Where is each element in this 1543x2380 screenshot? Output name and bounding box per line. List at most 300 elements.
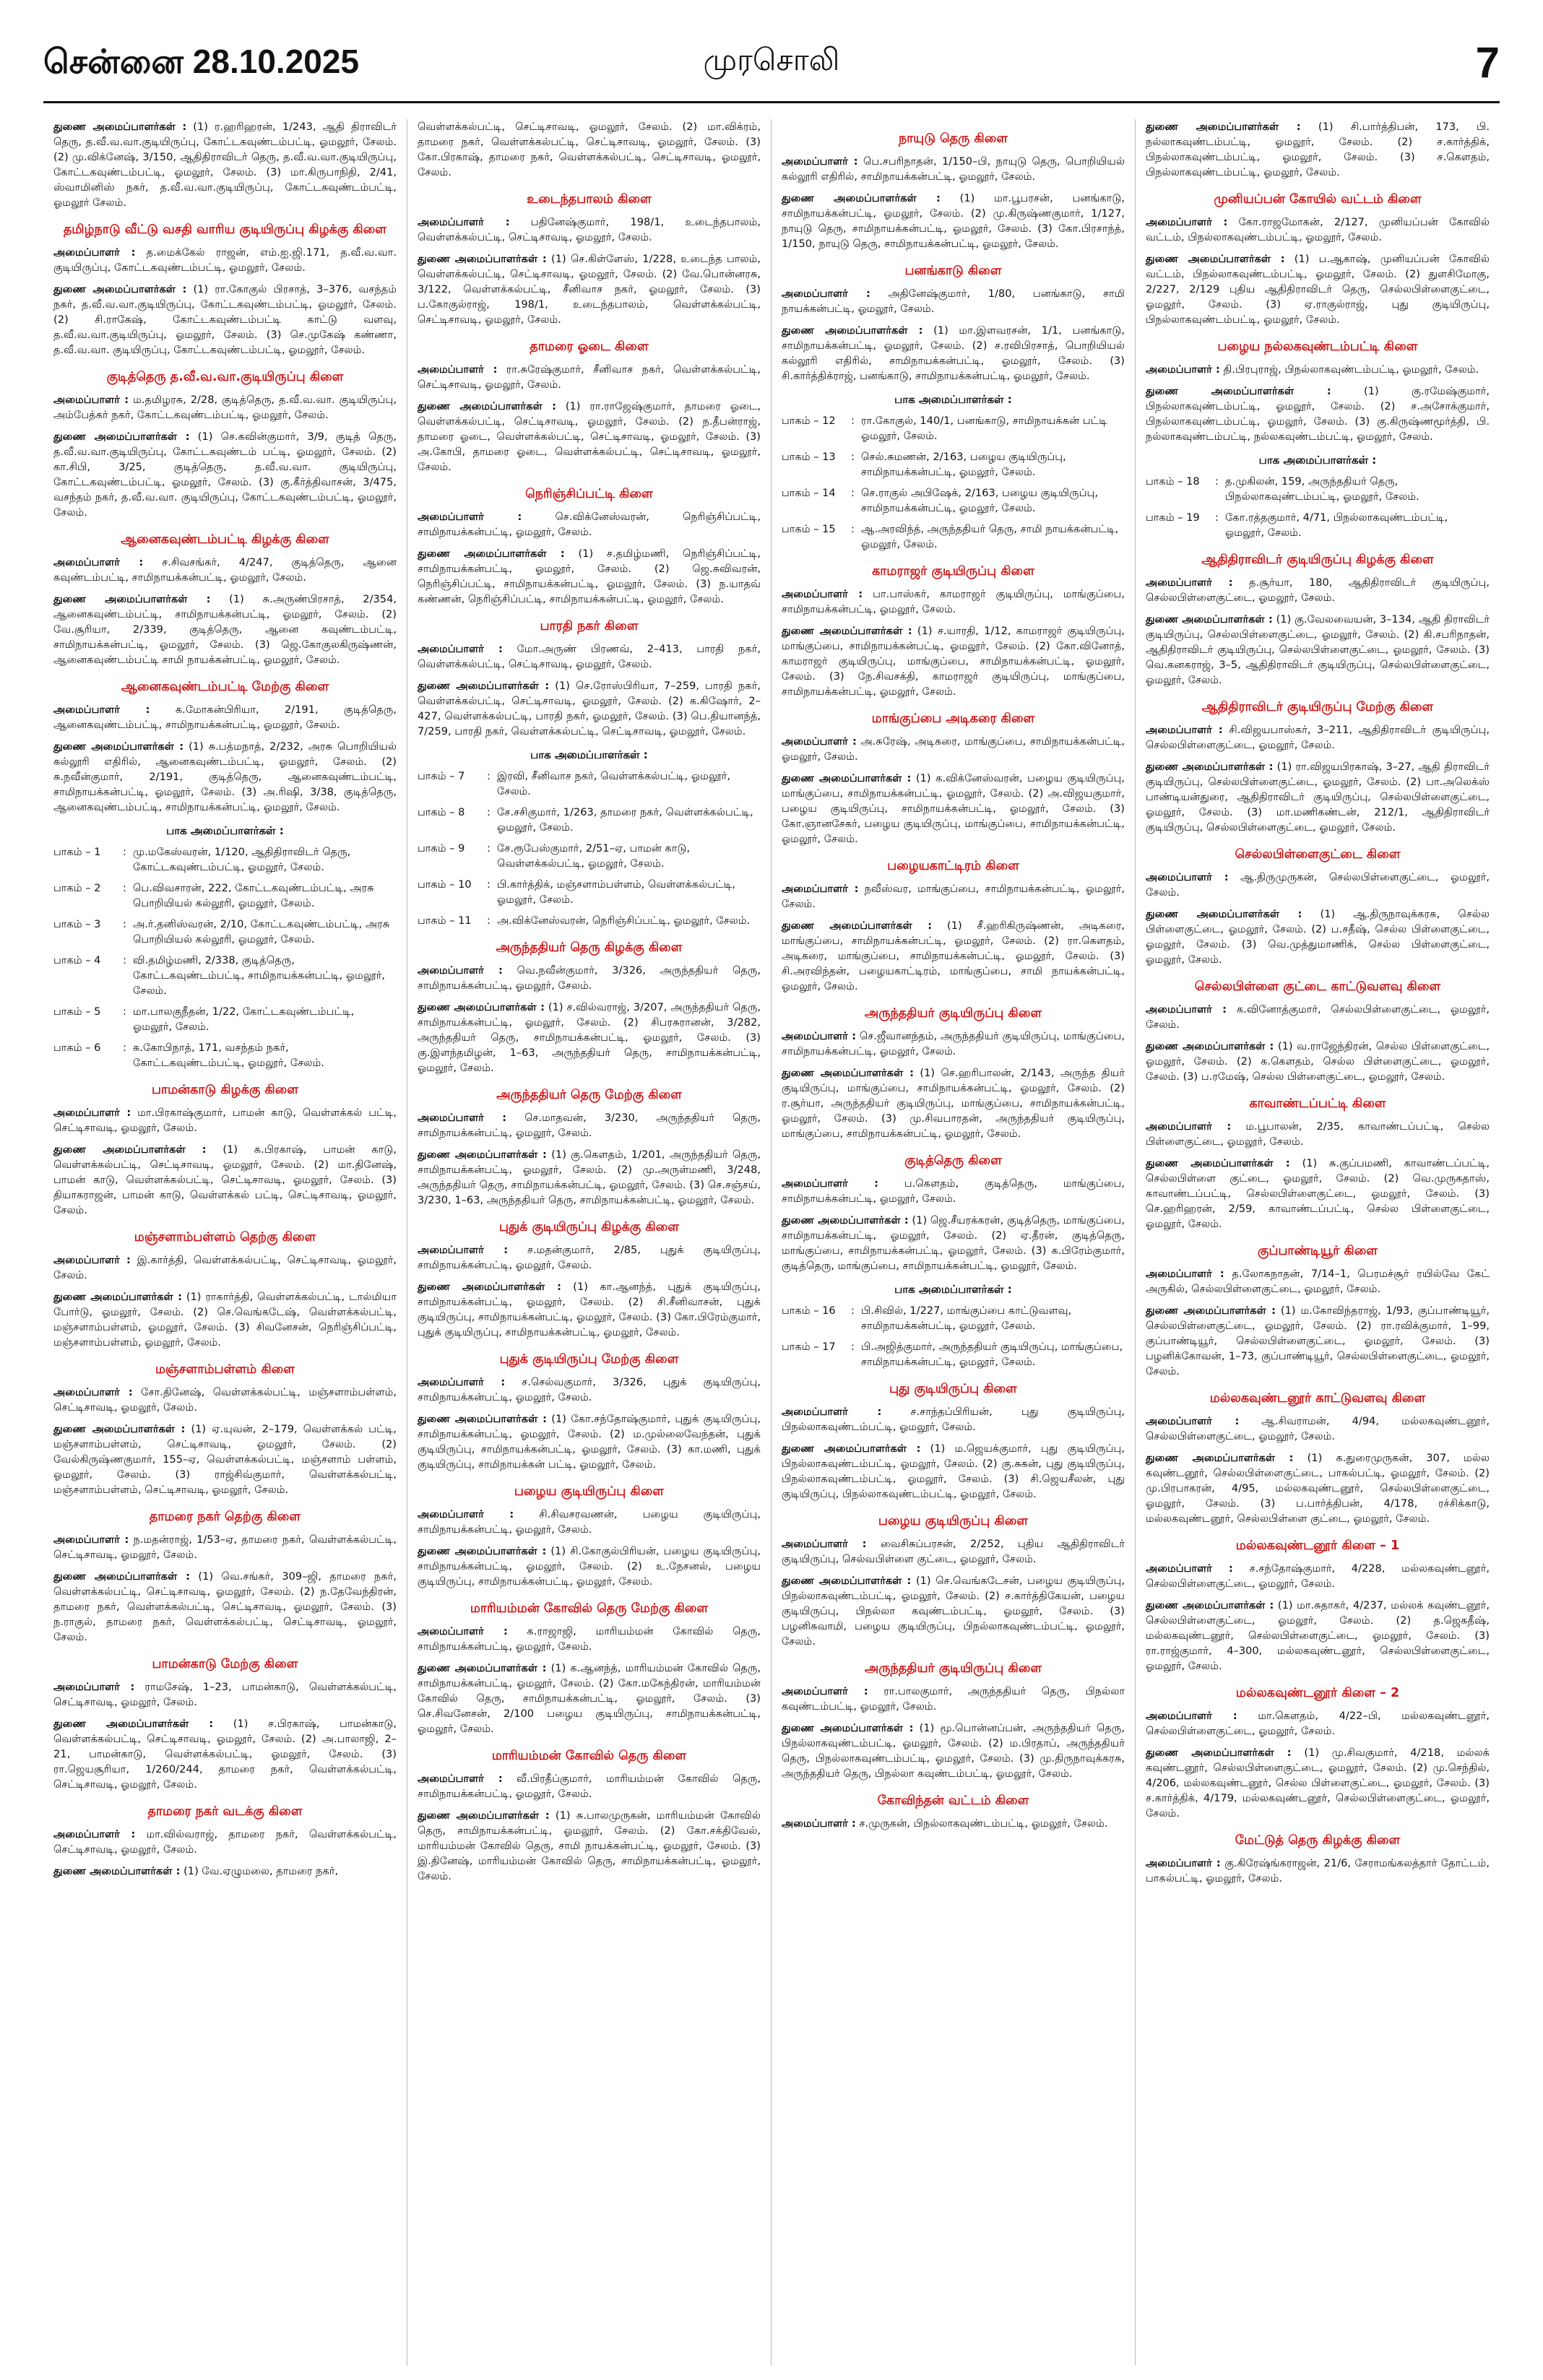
part-organizers-heading: பாக அமைப்பாளர்கள் : <box>894 1283 1012 1296</box>
part-row <box>418 769 761 799</box>
entry-text: (1) கு.கௌதம், 1/201, அருந்ததியர் தெரு, சாமிநாயக்கன்பட்டி, ஓமலூர், சேலம். (2) மு.அருள்மணி, 3/248, அருந்ததியர் தெரு, சாமிநாயக்கன்பட்டி, ஓமலூர், சேலம். (3) செ.சஞ்சய், 3/230, 1–63, அருந்ததியர் தெரு, சாமிநாயக்கன்பட்டி, ஓமலூர், சேலம். <box>418 1148 761 1206</box>
part-organizers-heading: பாக அமைப்பாளர்கள் : <box>530 748 648 761</box>
branch-heading: பாமன்காடு கிழக்கு கிளை <box>151 1083 299 1097</box>
entry-text: (1) க.ஆனந்த், மாரியம்மன் கோவில் தெரு, சாமிநாயக்கன்பட்டி, ஓமலூர், சேலம். (2) கோ.மகேந்திரன், மாரியம்மன் கோவில் தெரு, சாமிநாயக்கன்பட்டி, ஓமலூர், சேலம். (3) செ.சிவனேசன், 2/100 பழைய குடியிருப்பு, சாமிநாயக்கன்பட்டி, ஓமலூர், சேலம். <box>418 1662 761 1735</box>
branch-heading: மஞ்சளாம்பள்ளம் தெற்கு கிளை <box>134 1230 316 1245</box>
organizer-entry <box>418 509 761 540</box>
entry-text: (1) சு.அருண்பிரசாத், 2/354, ஆனைகவுண்டம்பட்டி, சாமிநாயக்கன்பட்டி, ஓமலூர், சேலம். (2) வே.சூரியா, 2/339, குடித்தெரு, ஆனை கவுண்டம்பட்டி, சாமிநாயக்கன்பட்டி, ஓமலூர், சேலம். (3) ஜெ.கோகுலகிருஷ்ணன், ஆனைகவுண்டம்பட்டி சாமி நாயக்கன்பட்டி, ஓமலூர், சேலம். <box>53 593 397 666</box>
entry-text: செ.ஜீவானந்தம், அருந்ததியர் குடியிருப்பு, மாங்குப்பை, சாமிநாயக்கன்பட்டி, ஓமலூர், சேலம். <box>782 1030 1125 1057</box>
organizer-entry <box>782 1404 1125 1435</box>
branch-heading: மஞ்சளாம்பள்ளம் கிளை <box>155 1362 295 1377</box>
entry-label: அமைப்பாளர் : <box>53 704 150 716</box>
entry-label: துணை அமைப்பாளர்கள் : <box>418 1545 547 1557</box>
organizer-entry <box>418 1771 761 1801</box>
deputy-organizers-entry <box>782 623 1125 699</box>
part-number: பாகம் – 4 <box>53 954 101 966</box>
part-text: மு.மகேஸ்வரன், 1/120, ஆதிதிராவிடர் தெரு, கோட்டகவுண்டம்பட்டி, ஓமலூர், சேலம். <box>133 846 351 873</box>
entry-text: ச.மதன்குமார், 2/85, புதுக் குடியிருப்பு, சாமிநாயக்கன்பட்டி, ஓமலூர், சேலம். <box>418 1244 761 1271</box>
part-row <box>1146 474 1490 504</box>
branch-heading: மாங்குப்பை அடிகரை கிளை <box>871 711 1035 726</box>
part-colon: : <box>487 806 490 818</box>
entry-label: அமைப்பாளர் : <box>53 394 129 406</box>
entry-text: (1) ச.யாரதி, 1/12, காமராஜர் குடியிருப்பு, மாங்குப்பை, சாமிநாயக்கன்பட்டி, ஓமலூர், சேலம். (2) கோ.வினோத், காமராஜர் குடியிருப்பு, மாங்குப்பை, சாமிநாயக்கன்பட்டி, ஓமலூர், சேலம். (3) நே.சிவசக்தி, காமராஜர் குடியிருப்பு, மாங்குப்பை, சாமிநாயக்கன்பட்டி, ஓமலூர், சேலம். <box>782 625 1125 698</box>
entry-label: அமைப்பாளர் : <box>782 1177 879 1190</box>
entry-label: அமைப்பாளர் : <box>782 588 863 600</box>
deputy-organizers-entry <box>418 1000 761 1076</box>
entry-text: கு.கிரேஷ்ங்கராஜன், 21/6, சேராமங்கலத்தார் தோட்டம், பாகல்பட்டி, ஓமலூர், சேலம். <box>1146 1857 1490 1884</box>
deputy-organizers-entry <box>782 1573 1125 1649</box>
entry-text: த.லோகநாதன், 7/14–1, பெரமச்சூர் ரயில்வே கேட் அருகில், செல்லபிள்ளைகுட்டை, ஓமலூர், சேலம். <box>1146 1268 1490 1295</box>
entry-label: துணை அமைப்பாளர்கள் : <box>418 1148 547 1161</box>
part-text: பெ.விவசாரன், 222, கோட்டகவுண்டம்பட்டி, அரசு பொறியியல் கல்லூரி, ஓமலூர், சேலம். <box>133 882 374 909</box>
branch-heading: முனியப்பன் கோயில் வட்டம் கிளை <box>1214 192 1422 207</box>
entry-text: (1) ஏ.யுவன், 2–179, வெள்ளக்கல் பட்டி, மஞ்சளாம்பள்ளம், செட்டிசாவடி, ஓமலூர், சேலம். (2) வேல்கிருஷ்ணகுமார், 155–ஏ, வெள்ளக்கல்பட்டி, மஞ்சளாம் பள்ளம், ஓமலூர், சேலம். (3) ராஜ்சிவ்குமார், வெள்ளக்கல்பட்டி, மஞ்சளாம்பள்ளம், செட்டிசாவடி, ஓமலூர், சேலம். <box>53 1423 397 1496</box>
entry-label: துணை அமைப்பாளர்கள் : <box>1146 1304 1276 1317</box>
entry-text: கோ.ராஜமோகன், 2/127, முனியப்பன் கோவில் வட்டம், பிநல்லாகவுண்டம்பட்டி, ஓமலூர், சேலம். <box>1146 216 1490 243</box>
part-colon: : <box>123 1005 126 1018</box>
branch-heading: பழைய குடியிருப்பு கிளை <box>514 1484 665 1499</box>
entry-text: (1) ஆ.திருநாவுக்கரசு, செல்ல பிள்ளைகுட்டை, ஓமலூர், சேலம். (2) ப.சதீஷ், செல்ல பிள்ளைகுட்டை, ஓமலூர், சேலம். (3) வெ.முத்துமாணிக், செல்ல பிள்ளைகுட்டை, ஓமலூர், சேலம். <box>1146 908 1490 966</box>
part-colon: : <box>851 1341 855 1353</box>
organizer-entry <box>418 1242 761 1273</box>
organizer-entry <box>418 963 761 993</box>
organizer-entry <box>53 1105 397 1135</box>
branch-heading: நெரிஞ்சிப்பட்டி கிளை <box>525 487 653 501</box>
part-colon: : <box>1215 511 1219 524</box>
branch-heading: மாரியம்மன் கோவில் தெரு மேற்கு கிளை <box>470 1601 709 1616</box>
deputy-organizers-entry <box>53 592 397 667</box>
entry-text: (1) சு.பாலமுருகன், மாரியம்மன் கோவில் தெரு, சாமிநாயக்கன்பட்டி, ஓமலூர், சேலம். (2) கோ.சக்திவேல், மாரியம்மன் கோவில் தெரு, சாமி நாயக்கன்பட்டி, ஓமலூர், சேலம். (3) இ.தினேஷ், மாரியம்மன் கோவில் தெரு, சாமிநாயக்கன்பட்டி, ஓமலூர், சேலம். <box>418 1809 761 1882</box>
entry-text: அ.சுரேஷ், அடிகரை, மாங்குப்பை, சாமிநாயக்கன்பட்டி, ஓமலூர், சேலம். <box>782 735 1125 763</box>
entry-text: (1) கோ.சந்தோஷ்குமார், புதுக் குடியிருப்பு, சாமிநாயக்கன்பட்டி, ஓமலூர், சேலம். (2) ம.முல்லைவேந்தன், புதுக் குடியிருப்பு, சாமிநாயக்கன்பட்டி, ஓமலூர், சேலம். (3) கா.மணி, புதுக் குடியிருப்பு, சாமிநாயக்கன் பட்டி, ஓமலூர், சேலம். <box>418 1413 761 1471</box>
organizer-entry <box>782 154 1125 184</box>
entry-text: (1) ம.ஜெயக்குமார், புது குடியிருப்பு, பிநல்லாகவுண்டம்பட்டி, ஓமலூர், சேலம். (2) கு.சுகன், புது குடியிருப்பு, பிநல்லாகவுண்டம்பட்டி, ஓமலூர், சேலம். (3) சி.ஜெயசீலன், புது குடியிருப்பு, பிநல்லாகவுண்டம்பட்டி, ஓமலூர், சேலம். <box>782 1442 1125 1500</box>
entry-text: அதினேஷ்குமார், 1/80, பனங்காடு, சாமி நாயக்கன்பட்டி, ஓமலூர், சேலம். <box>782 287 1125 315</box>
entry-label: அமைப்பாளர் : <box>1146 576 1233 589</box>
organizer-entry <box>53 1252 397 1283</box>
entry-text: (1) சீ.ஹரிகிருஷ்ணன், அடிகரை, மாங்குப்பை, சாமிநாயக்கன்பட்டி, ஓமலூர், சேலம். (2) ரா.கௌதம், அடிகரை, மாங்குப்பை, சாமிநாயக்கன்பட்டி, ஓமலூர், சேலம். (3) சி.அரவிந்தன், பழையகாட்டிரம், மாங்குப்பை, சாமி நாயக்கன்பட்டி, ஓமலூர், சேலம். <box>782 919 1125 992</box>
entry-label: அமைப்பாளர் : <box>53 1386 133 1398</box>
masthead <box>43 38 1500 92</box>
organizer-entry <box>1146 215 1490 245</box>
entry-text: (1) செ.ஹரிபாலன், 2/143, அருந்த தியர் குடியிருப்பு, மாங்குப்பை, சாமிநாயக்கன்பட்டி, ஓமலூர், சேலம். (2) ர.சூர்யா, அருந்ததியர் குடியிருப்பு, மாங்குப்பை, சாமிநாயக்கன்பட்டி, ஓமலூர், சேலம். (3) மு.சிவபாரதன், அருந்ததியர் குடியிருப்பு, மாங்குப்பை, சாமிநாயக்கன்பட்டி, ஓமலூர், சேலம். <box>782 1067 1125 1140</box>
entry-text: ம.பூபாலன், 2/35, காவாண்டப்பட்டி, செல்ல பிள்ளைகுட்டை, ஓமலூர், சேலம். <box>1146 1120 1490 1148</box>
entry-label: அமைப்பாளர் : <box>782 1406 882 1418</box>
deputy-organizers-entry <box>1146 1450 1490 1526</box>
entry-label: அமைப்பாளர் : <box>782 735 857 748</box>
organizer-entry <box>782 1816 1125 1831</box>
entry-text: (1) ம.கோவிந்தராஜ், 1/93, குப்பாண்டியூர், செல்லபிள்ளைகுட்டை, ஓமலூர், சேலம். (2) ரா.ரவிக்குமார், 1–99, குப்பாண்டியூர், செல்லபிள்ளைகுட்டை, ஓமலூர், சேலம். (3) பழனிக்கோவன், 1–73, குப்பாண்டியூர், செல்லபிள்ளைகுட்டை, ஓமலூர், சேலம். <box>1146 1304 1490 1377</box>
deputy-organizers-entry <box>782 191 1125 251</box>
branch-heading: அருந்ததியர் குடியிருப்பு கிளை <box>864 1006 1042 1021</box>
part-row <box>782 1339 1125 1369</box>
entry-text: ஆ.திருமுருகன், செல்லபிள்ளைகுட்டை, ஓமலூர், சேலம். <box>1146 871 1490 899</box>
entry-text: (1) சு.குப்பமணி, காவாண்டப்பட்டி, செல்லபிள்ளை குட்டை, ஓமலூர், சேலம். (2) வெ.முருகதாஸ், காவாண்டப்பட்டி, செல்லபிள்ளைகுட்டை, ஓமலூர், சேலம். (3) செ.ஹரிஹரன், 2/59, காவாண்டப்பட்டி, செல்ல பிள்ளைகுட்டை, ஓமலூர், சேலம். <box>1146 1157 1490 1230</box>
part-colon: : <box>123 918 126 930</box>
part-number: பாகம் – 13 <box>782 451 836 463</box>
deputy-organizers-entry <box>1146 1156 1490 1232</box>
deputy-organizers-entry <box>53 429 397 520</box>
entry-label: துணை அமைப்பாளர்கள் : <box>1146 761 1274 773</box>
entry-label: துணை அமைப்பாளர்கள் : <box>782 625 912 637</box>
entry-label: அமைப்பாளர் : <box>418 964 503 977</box>
column-1 <box>43 119 407 2366</box>
organizer-entry <box>782 881 1125 912</box>
deputy-organizers-entry <box>53 119 397 210</box>
organizer-entry <box>418 1375 761 1405</box>
entry-text: (1) கா.ஆனந்த், புதுக் குடியிருப்பு, சாமிநாயக்கன்பட்டி, ஓமலூர், சேலம். (2) சி.சீனிவாசன், புதுக் குடியிருப்பு, சாமிநாயக்கன்பட்டி, ஓமலூர், சேலம். (3) கோ.பிரேம்குமார், புதுக் குடியிருப்பு, சாமிநாயக்கன்பட்டி, ஓமலூர், சேலம். <box>418 1281 761 1338</box>
branch-heading: பழையகாட்டிரம் கிளை <box>887 859 1019 873</box>
part-number: பாகம் – 7 <box>418 770 465 782</box>
entry-label: அமைப்பாளர் : <box>53 1681 135 1693</box>
entry-label: அமைப்பாளர் : <box>53 1828 136 1840</box>
part-text: அ.ர்.தனிஸ்வரன், 2/10, கோட்டகவுண்டம்பட்டி, அரசு பொறியியல் கல்லூரி, ஓமலூர், சேலம். <box>133 918 390 945</box>
part-colon: : <box>123 1042 126 1054</box>
entry-label: துணை அமைப்பாளர்கள் : <box>53 1570 190 1583</box>
part-row <box>53 917 397 947</box>
part-row <box>418 877 761 907</box>
header-rule <box>43 101 1500 103</box>
part-colon: : <box>123 954 126 966</box>
entry-text: (1) செ.வெங்கடேசன், பழைய குடியிருப்பு, பிநல்லாகவுண்டம்பட்டி, ஓமலூர், சேலம். (2) ச.கார்த்திகேயன், பழைய குடியிருப்பு, பிநல்லா கவுண்டம்பட்டி, ஓமலூர், சேலம். (3) பழனிசுவாமி, பழைய குடியிருப்பு, பிநல்லாகவுண்டம்பட்டி, ஓமலூர், சேலம். <box>782 1575 1125 1648</box>
part-text: க.கோபிநாத், 171, வசந்தம் நகர், கோட்டகவுண்டம்பட்டி, ஓமலூர், சேலம். <box>133 1042 324 1069</box>
entry-label: அமைப்பாளர் : <box>1146 1120 1232 1133</box>
entry-label: அமைப்பாளர் : <box>782 287 870 300</box>
organizer-entry <box>782 587 1125 617</box>
branch-heading: குப்பாண்டியூர் கிளை <box>1257 1244 1378 1258</box>
article-columns <box>43 119 1500 2366</box>
deputy-organizers-entry <box>418 1147 761 1208</box>
entry-text: (1) ராகார்த்தி, வெள்ளக்கல்பட்டி, டால்மியா போர்டு, ஓமலூர், சேலம். (2) செ.வெங்கடேஷ், வெள்ளக்கல்பட்டி, மஞ்சளாம்பள்ளம், ஓமலூர், சேலம். (3) சிவனேசன், நெரிஞ்சிப்பட்டி, மஞ்சளாம்பள்ளம், ஓமலூர், சேலம். <box>53 1291 397 1349</box>
entry-text: (1) க.துரைமுருகன், 307, மல்ல கவுண்டனூர், செல்லபிள்ளைகுட்டை, பாகல்பட்டி, ஓமலூர், சேலம். (2) மு.பிரபாகரன், 4/95, மல்லகவுண்டனூர், செல்லபிள்ளைகுட்டை, ஓமலூர், சேலம். (3) ப.பார்த்திபன், 4/178, ரச்சிக்காடு, மல்லகவுண்டனூர், செல்லபிள்ளை குட்டை, ஓமலூர், சேலம். <box>1146 1452 1490 1525</box>
deputy-organizers-entry <box>782 1721 1125 1781</box>
entry-label: துணை அமைப்பாளர்கள் : <box>418 548 565 560</box>
entry-text: (1) மு.சிவகுமார், 4/218, மல்லக் கவுண்டனூர், செல்லபிள்ளைகுட்டை, ஓமலூர், சேலம். (2) மு.செந்தில், 4/206, மல்லகவுண்டனூர், செல்ல பிள்ளைகுட்டை, ஓமலூர், சேலம். (3) ச.கார்த்திக், 4/179, மல்லகவுண்டனூர், செல்லபிள்ளைகுட்டை, ஓமலூர், சேலம். <box>1146 1747 1490 1819</box>
entry-label: அமைப்பாளர் : <box>1146 216 1228 228</box>
part-colon: : <box>487 842 490 854</box>
organizer-entry <box>53 555 397 585</box>
organizer-entry <box>418 215 761 245</box>
organizer-entry <box>782 734 1125 764</box>
entry-label: அமைப்பாளர் : <box>1146 1415 1240 1427</box>
entry-label: அமைப்பாளர் : <box>418 511 522 523</box>
deputy-organizers-entry <box>53 1289 397 1350</box>
organizer-entry <box>1146 722 1490 753</box>
entry-label: துணை அமைப்பாளர்கள் : <box>1146 1599 1274 1611</box>
branch-heading: அருந்ததியர் குடியிருப்பு கிளை <box>864 1661 1042 1676</box>
entry-text: த.மைக்கேல் ராஜன், எம்.ஐ.ஜி.171, த.வீ.வ.வா. குடியிருப்பு, கோட்டகவுண்டம்பட்டி, ஓமலூர், சேலம். <box>53 246 397 274</box>
entry-label: துணை அமைப்பாளர்கள் : <box>53 1865 181 1877</box>
entry-text: ச.செல்வகுமார், 3/326, புதுக் குடியிருப்பு, சாமிநாயக்கன்பட்டி, ஓமலூர், சேலம். <box>418 1376 761 1403</box>
entry-text: தி.பிரபுராஜ், பிநல்லாகவுண்டம்பட்டி, ஓமலூர், சேலம். <box>1223 363 1479 376</box>
entry-label: அமைப்பாளர் : <box>53 1107 131 1119</box>
entry-text: (1) வ.ராஜேந்திரன், செல்ல பிள்ளைகுட்டை, ஓமலூர், சேலம். (2) க.கௌதம், செல்ல பிள்ளைகுட்டை, ஓமலூர், சேலம். (3) ப.ரமேஷ், செல்ல பிள்ளைகுட்டை, ஓமலூர், சேலம். <box>1146 1040 1490 1083</box>
deputy-organizers-entry <box>1146 384 1490 444</box>
entry-label: அமைப்பாளர் : <box>1146 1562 1233 1575</box>
organizer-entry <box>782 286 1125 316</box>
column-4 <box>1136 119 1500 2366</box>
entry-text: சி.விஜயபாஸ்கர், 3–211, ஆதிதிராவிடர் குடியிருப்பு, செல்லபிள்ளைகுட்டை, ஓமலூர், சேலம். <box>1146 724 1490 751</box>
entry-label: அமைப்பாளர் : <box>1146 363 1220 376</box>
part-text: இரவி, சீனிவாச நகர், வெள்ளக்கல்பட்டி, ஓமலூர், சேலம். <box>497 770 730 797</box>
part-number: பாகம் – 6 <box>53 1042 101 1054</box>
entry-label: துணை அமைப்பாளர்கள் : <box>53 1291 182 1303</box>
entry-label: துணை அமைப்பாளர்கள் : <box>782 324 923 337</box>
branch-heading: மாரியம்மன் கோவில் தெரு கிளை <box>491 1749 687 1763</box>
branch-heading: பனங்காடு கிளை <box>904 264 1002 278</box>
continued-text <box>418 119 761 180</box>
part-number: பாகம் – 16 <box>782 1304 836 1317</box>
organizer-entry <box>1146 1266 1490 1297</box>
entry-text: (1) ச.தமிழ்மணி, நெரிஞ்சிப்பட்டி, சாமிநாயக்கன்பட்டி, ஓமலூர், சேலம். (2) ஜெ.சுவிவரன், நெரிஞ்சிப்பட்டி, சாமிநாயக்கன்பட்டி, ஓமலூர், சேலம். (3) ந.யாதவ் கண்ணன், நெரிஞ்சிப்பட்டி, சாமிநாயக்கன்பட்டி, ஓமலூர், சேலம். <box>418 548 761 605</box>
entry-text: ராமசேஷ், 1–23, பாமன்காடு, வெள்ளக்கல்பட்டி, செட்டிசாவடி, ஓமலூர், சேலம். <box>53 1681 397 1708</box>
branch-heading: புது குடியிருப்பு கிளை <box>889 1382 1017 1396</box>
deputy-organizers-entry <box>782 771 1125 847</box>
edition-date: சென்னை 28.10.2025 <box>43 43 360 80</box>
entry-label: துணை அமைப்பாளர்கள் : <box>53 430 190 443</box>
deputy-organizers-entry <box>418 251 761 327</box>
entry-label: துணை அமைப்பாளர்கள் : <box>418 1662 547 1674</box>
branch-heading: பாரதி நகர் கிளை <box>540 619 639 633</box>
entry-label: துணை அமைப்பாளர்கள் : <box>418 1001 545 1013</box>
entry-text: (1) ச.வில்வராஜ், 3/207, அருந்ததியர் தெரு, சாமிநாயக்கன்பட்டி, ஓமலூர், சேலம். (2) சிபரசுரானன், 3/282, அருந்ததியர் தெரு, சாமிநாயக்கன்பட்டி, ஓமலூர், சேலம். (3) கு.இளந்தமிழன், 1–63, அருந்ததியர் தெரு, சாமிநாயக்கன்பட்டி, ஓமலூர், சேலம். <box>418 1001 761 1074</box>
part-text: செ.ராகுல் அபிஷேக், 2/163, பழைய குடியிருப்பு, சாமிநாயக்கன்பட்டி, ஓமலூர், சேலம். <box>861 487 1098 514</box>
entry-label: துணை அமைப்பாளர்கள் : <box>782 772 912 784</box>
branch-heading: காமராஜர் குடியிருப்பு கிளை <box>872 564 1034 579</box>
part-row <box>53 1040 397 1070</box>
branch-heading: ஆதிதிராவிடர் குடியிருப்பு கிழக்கு கிளை <box>1201 553 1434 567</box>
part-number: பாகம் – 2 <box>53 882 101 894</box>
entry-text: சோ.தினேஷ், வெள்ளக்கல்பட்டி, மஞ்சளாம்பள்ளம், செட்டிசாவடி, ஓமலூர், சேலம். <box>53 1386 397 1414</box>
branch-heading: பழைய குடியிருப்பு கிளை <box>878 1514 1029 1528</box>
deputy-organizers-entry <box>418 1279 761 1340</box>
branch-heading: பழைய நல்லகவுண்டம்பட்டி கிளை <box>1217 339 1418 354</box>
part-number: பாகம் – 5 <box>53 1005 101 1018</box>
part-text: ரா.கோகுல், 140/1, பனங்காடு, சாமிநாயக்கன் பட்டி ஓமலூர், சேலம். <box>861 415 1107 442</box>
part-row <box>53 844 397 875</box>
deputy-organizers-entry <box>782 1213 1125 1273</box>
part-row <box>782 485 1125 516</box>
organizer-entry <box>1146 1414 1490 1444</box>
entry-label: துணை அமைப்பாளர்கள் : <box>53 1423 186 1435</box>
entry-label: துணை அமைப்பாளர்கள் : <box>53 283 187 295</box>
deputy-organizers-entry <box>1146 1303 1490 1379</box>
deputy-organizers-entry <box>1146 1745 1490 1821</box>
entry-label: அமைப்பாளர் : <box>782 155 858 168</box>
part-colon: : <box>1215 475 1219 488</box>
part-row <box>418 805 761 835</box>
organizer-entry <box>1146 870 1490 900</box>
entry-text: இ.கார்த்தி, வெள்ளக்கல்பட்டி, செட்டிசாவடி, ஓமலூர், சேலம். <box>53 1254 397 1281</box>
part-number: பாகம் – 12 <box>782 415 836 427</box>
entry-text: (1) சி.கோகுல்பிரியன், பழைய குடியிருப்பு, சாமிநாயக்கன்பட்டி, ஓமலூர், சேலம். (2) உ.நேசனல், பழைய குடியிருப்பு, சாமிநாயக்கன்பட்டி, ஓமலூர், சேலம். <box>418 1545 761 1588</box>
deputy-organizers-entry <box>782 1065 1125 1141</box>
part-organizers-heading: பாக அமைப்பாளர்கள் : <box>1258 454 1377 467</box>
entry-label: அமைப்பாளர் : <box>782 883 859 895</box>
entry-text: (1) கு.வேலவையன், 3–134, ஆதி திராவிடர் குடியிருப்பு, செல்லபிள்ளைகுட்டை, ஓமலூர், சேலம். (2) கி.சபரிநாதன், ஆதிதிராவிடர் குடியிருப்பு, செல்லபிள்ளைகுட்டை, ஓமலூர், சேலம். (3) வெ.கனகராஜ், 3–5, ஆதிதிராவிடர் குடியிருப்பு, செல்லபிள்ளைகுட்டை, ஓமலூர், சேலம். <box>1146 613 1490 686</box>
entry-text: ச.சந்தோஷ்குமார், 4/228, மல்லகவுண்டனூர், செல்லபிள்ளைகுட்டை, ஓமலூர், சேலம். <box>1146 1562 1490 1590</box>
entry-text: ச.சிவசங்கர், 4/247, குடித்தெரு, ஆனை கவுண்டம்பட்டி, சாமிநாயக்கன்பட்டி, ஓமலூர், சேலம். <box>53 556 397 584</box>
entry-label: துணை அமைப்பாளர்கள் : <box>418 1809 550 1822</box>
newspaper-name: முரசொலி <box>703 42 840 77</box>
organizer-entry <box>782 1029 1125 1059</box>
part-row <box>418 841 761 871</box>
entry-text: (1) மா.பூபரசன், பனங்காடு, சாமிநாயக்கன்பட்டி, ஓமலூர், சேலம். (2) மு.கிருஷ்ணகுமார், 1/127, நாயுடு தெரு, சாமிநாயக்கன்பட்டி, ஓமலூர், சேலம். (3) கோ.பிரசாந்த், 1/150, நாயுடு தெரு, சாமிநாயக்கன்பட்டி, ஓமலூர், சேலம். <box>782 192 1125 250</box>
part-colon: : <box>487 914 490 927</box>
entry-label: துணை அமைப்பாளர்கள் : <box>418 680 550 692</box>
organizer-entry <box>782 1536 1125 1567</box>
entry-text: த.சூர்யா, 180, ஆதிதிராவிடர் குடியிருப்பு, செல்லபிள்ளைகுட்டை, ஓமலூர், சேலம். <box>1146 576 1490 604</box>
entry-text: மா.பிரகாஷ்குமார், பாமன் காடு, வெள்ளக்கல் பட்டி, செட்டிசாவடி, ஓமலூர், சேலம். <box>53 1107 397 1134</box>
entry-label: துணை அமைப்பாளர்கள் : <box>53 121 187 133</box>
entry-label: துணை அமைப்பாளர்கள் : <box>418 400 556 412</box>
part-text: சே.சசிகுமார், 1/263, தாமரை நகர், வெள்ளக்கல்பட்டி, ஓமலூர், சேலம். <box>497 806 753 834</box>
entry-text: ம.தமிழரசு, 2/28, குடித்தெரு, த.வீ.வ.வா. குடியிருப்பு, அம்பேத்கர் நகர், கோட்டகவுண்டம்பட்டி, ஓமலூர், சேலம். <box>53 394 397 421</box>
entry-text: ச.முருகன், பிநல்லாகவுண்டம்பட்டி, ஓமலூர், சேலம். <box>859 1817 1108 1830</box>
entry-text: (1) செ.ரோஸ்பிரியா, 7–259, பாரதி நகர், வெள்ளக்கல்பட்டி, செட்டிசாவடி, ஓமலூர், சேலம். (2) க.கிஷோர், 2–427, வெள்ளக்கல்பட்டி, பாரதி நகர், ஓமலூர், சேலம். (3) பெ.தியானந்த், 7/259, பாரதி நகர், வெள்ளக்கல்பட்டி, செட்டிசாவடி, ஓமலூர், சேலம். <box>418 680 761 737</box>
organizer-entry <box>1146 362 1490 377</box>
deputy-organizers-entry <box>53 1569 397 1645</box>
entry-text: வெள்ளக்கல்பட்டி, செட்டிசாவடி, ஓமலூர், சேலம். (2) மா.விக்ரம், தாமரை நகர், வெள்ளக்கல்பட்டி, செட்டிசாவடி, ஓமலூர், சேலம். (3) கோ.பிரகாஷ், தாமரை நகர், வெள்ளக்கல்பட்டி, செட்டிசாவடி, ஓமலூர், சேலம். <box>418 121 761 178</box>
part-text: சே.ரூபேஸ்குமார், 2/51–ஏ, பாமன் காடு, வெள்ளக்கல்பட்டி, ஓமலூர், சேலம். <box>497 842 691 870</box>
entry-text: ஆ.சிவராமன், 4/94, மல்லகவுண்டனூர், செல்லபிள்ளைகுட்டை, ஓமலூர், சேலம். <box>1146 1415 1490 1442</box>
entry-text: பா.பாஸ்கர், காமராஜர் குடியிருப்பு, மாங்குப்பை, சாமிநாயக்கன்பட்டி, ஓமலூர், சேலம். <box>782 588 1125 615</box>
entry-label: அமைப்பாளர் : <box>1146 724 1223 736</box>
entry-label: அமைப்பாளர் : <box>1146 1710 1237 1722</box>
entry-text: (1) க.விக்னேஸ்வரன், பழைய குடியிருப்பு, மாங்குப்பை, சாமிநாயக்கன்பட்டி, ஓமலூர், சேலம். (2) அ.விஜயகுமார், பழைய குடியிருப்பு, சாமிநாயக்கன்பட்டி, ஓமலூர், சேலம். (3) கோ.ஞானசேகர், பழைய குடியிருப்பு, மாங்குப்பை, சாமிநாயக்கன்பட்டி, ஓமலூர், சேலம். <box>782 772 1125 845</box>
part-row <box>418 913 761 928</box>
entry-label: துணை அமைப்பாளர்கள் : <box>782 1575 912 1587</box>
branch-heading: ஆதிதிராவிடர் குடியிருப்பு மேற்கு கிளை <box>1201 700 1434 714</box>
entry-text: பதினேஷ்குமார், 198/1, உடைந்தபாலம், வெள்ளக்கல்பட்டி, செட்டிசாவடி, ஓமலூர், சேலம். <box>418 216 761 243</box>
entry-label: அமைப்பாளர் : <box>418 216 510 228</box>
entry-text: ப.கௌதம், குடித்தெரு, மாங்குப்பை, சாமிநாயக்கன்பட்டி, ஓமலூர், சேலம். <box>782 1177 1125 1205</box>
entry-label: அமைப்பாளர் : <box>1146 1268 1224 1280</box>
organizer-entry <box>418 1110 761 1141</box>
part-organizers-heading: பாக அமைப்பாளர்கள் : <box>166 824 284 837</box>
entry-text: (1) மா.சுதாகர், 4/237, மல்லக் கவுண்டனூர், செல்லபிள்ளைகுட்டை, ஓமலூர், சேலம். (2) த.ஜெகதீஷ், மல்லகவுண்டனூர், செல்லபிள்ளைகுட்டை, ஓமலூர், சேலம். (3) ரா.ராஜ்குமார், 4–300, மல்லகவுண்டனூர், செல்லபிள்ளைகுட்டை, ஓமலூர், சேலம். <box>1146 1599 1490 1672</box>
deputy-organizers-entry <box>1146 119 1490 180</box>
deputy-organizers-entry <box>1146 612 1490 688</box>
deputy-organizers-entry <box>53 1864 397 1879</box>
entry-text: பெ.சபரிநாதன், 1/150–பி, நாயுடு தெரு, பொறியியல் கல்லூரி எதிரில், சாமிநாயக்கன்பட்டி, ஓமலூர், சேலம். <box>782 155 1125 183</box>
entry-text: (1) ஜெ.சீயரக்கரன், குடித்தெரு, மாங்குப்பை, சாமிநாயக்கன்பட்டி, ஓமலூர், சேலம். (2) ஏ.தீரன், குடித்தெரு, மாங்குப்பை, சாமிநாயக்கன்பட்டி, ஓமலூர், சேலம். (3) க.பிரேம்குமார், குடித்தெரு, மாங்குப்பை, சாமிநாயக்கன்பட்டி, ஓமலூர், சேலம். <box>782 1214 1125 1272</box>
part-text: கோ.ரத்தகுமார், 4/71, பிநல்லாகவுண்டம்பட்டி, ஓமலூர், சேலம். <box>1225 511 1448 539</box>
entry-label: அமைப்பாளர் : <box>418 363 498 376</box>
branch-heading: தமிழ்நாடு வீட்டு வசதி வாரிய குடியிருப்பு கிழக்கு கிளை <box>63 222 387 237</box>
part-text: செல்.சுமணன், 2/163, பழைய குடியிருப்பு, சாமிநாயக்கன்பட்டி, ஓமலூர், சேலம். <box>861 451 1066 478</box>
part-text: வி.தமிழ்மணி, 2/338, குடித்தெரு, கோட்டகவுண்டம்பட்டி, சாமிநாயக்கன்பட்டி, ஓமலூர், சேலம். <box>133 954 386 997</box>
branch-heading: அருந்ததியர் தெரு மேற்கு கிளை <box>496 1088 682 1102</box>
organizer-entry <box>1146 1002 1490 1032</box>
deputy-organizers-entry <box>782 323 1125 384</box>
entry-text: ச.சாந்தப்பிரியன், புது குடியிருப்பு, பிநல்லாகவுண்டம்பட்டி, ஓமலூர், சேலம். <box>782 1406 1125 1433</box>
organizer-entry <box>53 392 397 423</box>
entry-text: க.ராஜாஜி, மாரியம்மன் கோவில் தெரு, சாமிநாயக்கன்பட்டி, ஓமலூர், சேலம். <box>418 1625 761 1653</box>
branch-heading: குடித்தெரு கிளை <box>904 1154 1002 1168</box>
entry-text: க.மோகன்பிரியா, 2/191, குடித்தெரு, ஆனைகவுண்டம்பட்டி, சாமிநாயக்கன்பட்டி, ஓமலூர், சேலம். <box>53 704 397 731</box>
entry-text: (1) ர.ஹரிஹரன், 1/243, ஆதி திராவிடர் தெரு, த.வீ.வ.வா.குடியிருப்பு, கோட்டகவுண்டம்பட்டி, ஓமலூர், சேலம். (2) மு.விக்னேஷ், 3/150, ஆதிதிராவிடர் தெரு, த.வீ.வ.வா.குடியிருப்பு, கோட்டகவுண்டம்பட்டி, ஓமலூர், சேலம். (3) மா.கிருபாநிதி, 2/41, ஸ்வாமினிஸ் நகர், த.வீ.வ.வா.குடியிருப்பு, கோட்டகவுண்டம்பட்டி, ஓமலூர் சேலம். <box>53 121 397 209</box>
deputy-organizers-entry <box>53 1421 397 1497</box>
entry-label: துணை அமைப்பாளர்கள் : <box>418 253 547 265</box>
deputy-organizers-entry <box>1146 759 1490 835</box>
part-row <box>53 880 397 911</box>
entry-label: துணை அமைப்பாளர்கள் : <box>1146 1747 1292 1759</box>
part-text: த.முகிலன், 159, அருந்ததியர் தெரு, பிநல்லாகவுண்டம்பட்டி, ஓமலூர், சேலம். <box>1225 475 1419 503</box>
branch-heading: ஆனைகவுண்டம்பட்டி கிழக்கு கிளை <box>121 532 329 547</box>
branch-heading: கோவிந்தன் வட்டம் கிளை <box>877 1793 1029 1808</box>
entry-label: அமைப்பாளர் : <box>53 556 144 568</box>
part-row <box>53 953 397 998</box>
entry-label: துணை அமைப்பாளர்கள் : <box>1146 613 1273 626</box>
branch-heading: மேட்டுத் தெரு கிழக்கு கிளை <box>1235 1833 1401 1848</box>
deputy-organizers-entry <box>418 399 761 475</box>
deputy-organizers-entry <box>418 1544 761 1589</box>
organizer-entry <box>418 1507 761 1537</box>
branch-heading: காவாண்டப்பட்டி கிளை <box>1249 1096 1386 1111</box>
part-text: பி.கார்த்திக், மஞ்சளாம்பள்ளம், வெள்ளக்கல்பட்டி, ஓமலூர், சேலம். <box>497 878 736 906</box>
branch-heading: தாமரை ஓடை கிளை <box>530 339 649 354</box>
entry-text: (1) மா.இளவரசன், 1/1, பனங்காடு, சாமிநாயக்கன்பட்டி, ஓமலூர், சேலம். (2) ச.ரவிபிரசாத், பொறியியல் கல்லூரி எதிரில், சாமிநாயக்கன்பட்டி, ஓமலூர், சேலம். (3) சி.கார்த்திக்ராஜ், பனங்காடு, சாமிநாயக்கன்பட்டி, ஓமலூர், சேலம். <box>782 324 1125 382</box>
entry-label: அமைப்பாளர் : <box>1146 871 1229 883</box>
entry-text: மோ.அருண் பிரணவ், 2–413, பாரதி நகர், வெள்ளக்கல்பட்டி, செட்டிசாவடி, ஓமலூர், சேலம். <box>418 643 761 670</box>
entry-label: துணை அமைப்பாளர்கள் : <box>53 740 184 753</box>
entry-label: அமைப்பாளர் : <box>53 1533 129 1546</box>
part-text: பி.சிவில், 1/227, மாங்குப்பை காட்டுவளவு, சாமிநாயக்கன்பட்டி, ஓமலூர், சேலம். <box>861 1304 1072 1332</box>
part-number: பாகம் – 9 <box>418 842 465 854</box>
branch-heading: தாமரை நகர் தெற்கு கிளை <box>149 1510 301 1524</box>
entry-label: துணை அமைப்பாளர்கள் : <box>1146 1157 1290 1169</box>
organizer-entry <box>53 1679 397 1710</box>
entry-label: அமைப்பாளர் : <box>782 1817 856 1830</box>
deputy-organizers-entry <box>418 1411 761 1472</box>
part-number: பாகம் – 18 <box>1146 475 1200 488</box>
part-row <box>782 522 1125 552</box>
entry-text: (1) செ.கவின்குமார், 3/9, குடித் தெரு, த.வீ.வ.வா.குடியிருப்பு, கோட்டகவுண்டம் பட்டி, ஓமலூர், சேலம். (2) கா.சிபி, 3/25, குடித்தெரு, த.வீ.வ.வா. குடியிருப்பு, கோட்டகவுண்டம்பட்டி, ஓமலூர், சேலம். (3) கு.கீர்த்திவாசன், 3/475, வசந்தம் நகர், த.வீ.வ.வா. குடியிருப்பு, கோட்டகவுண்டம்பட்டி, ஓமலூர், சேலம். <box>53 430 397 519</box>
organizer-entry <box>418 1624 761 1654</box>
entry-label: துணை அமைப்பாளர்கள் : <box>1146 1452 1294 1464</box>
column-2 <box>407 119 772 2366</box>
entry-text: (1) செ.கிள்ளேஸ், 1/228, உடைந்த பாலம், வெள்ளக்கல்பட்டி, செட்டிசாவடி, ஓமலூர், சேலம். (2) வே.பொன்னரசு, 3/122, வெள்ளக்கல்பட்டி, சீனிவாச நகர், ஓமலூர், சேலம். (3) ப.கோகுல்ராஜ், 198/1, உடைந்தபாலம், வெள்ளக்கல்பட்டி, செட்டிசாவடி, ஓமலூர், சேலம். <box>418 253 761 326</box>
part-number: பாகம் – 14 <box>782 487 836 499</box>
part-text: மா.பாலகுநீதன், 1/22, கோட்டகவுண்டம்பட்டி, ஓமலூர், சேலம். <box>133 1005 355 1033</box>
entry-label: துணை அமைப்பாளர்கள் : <box>418 1281 561 1293</box>
organizer-entry <box>418 641 761 672</box>
entry-text: வைசிசுப்பரசன், 2/252, புதிய ஆதிதிராவிடர் குடியிருப்பு, செல்வபிள்ளை குட்டை, ஓமலூர், சேலம். <box>782 1538 1125 1565</box>
entry-text: செ.விக்னேஸ்வரன், நெரிஞ்சிப்பட்டி, சாமிநாயக்கன்பட்டி, ஓமலூர், சேலம். <box>418 511 761 538</box>
entry-text: (1) சு.பத்மநாத், 2/232, அரசு பொறியியல் கல்லூரி எதிரில், ஆனைகவுண்டம்பட்டி, ஓமலூர், சேலம். (2) சு.நவீன்குமார், 2/191, குடித்தெரு, ஆனைகவுண்டம்பட்டி, சாமிநாயக்கன்பட்டி, ஓமலூர், சேலம். (3) அ.ரிஷி, 3/38, குடித்தெரு, ஆனைகவுண்டம்பட்டி, சாமிநாயக்கன்பட்டி, ஓமலூர், சேலம். <box>53 740 397 813</box>
part-text: அ.விக்னேஸ்வரன், நெரிஞ்சிப்பட்டி, ஓமலூர், சேலம். <box>497 914 751 927</box>
branch-heading: புதுக் குடியிருப்பு மேற்கு கிளை <box>499 1352 679 1367</box>
deputy-organizers-entry <box>418 1808 761 1884</box>
entry-text: (1) ரா.கோகுல் பிரசாத், 3–376, வசந்தம் நகர், த.வீ.வ.வா.குடியிருப்பு, கோட்டகவுண்டம்பட்டி, ஓமலூர், சேலம். (2) சி.ராகேஷ், கோட்டகவுண்டம்பட்டி காட்டு வளவு, த.வீ.வ.வா.குடியிருப்பு, ஓமலூர், சேலம். (3) செ.முகேஷ் கண்ணா, த.வீ.வ.வா. குடியிருப்பு, கோட்டகவுண்டம்பட்டி, ஓமலூர், சேலம். <box>53 283 397 356</box>
entry-label: துணை அமைப்பாளர்கள் : <box>53 1143 207 1156</box>
entry-text: மா.வில்வராஜ், தாமரை நகர், வெள்ளக்கல்பட்டி, செட்டிசாவடி, ஓமலூர், சேலம். <box>53 1828 397 1856</box>
entry-text: (1) கு.ரமேஷ்குமார், பிநல்லாகவுண்டம்பட்டி, ஓமலூர், சேலம். (2) ச.அசோக்குமார், பிநல்லாகவுண்டம்பட்டி, ஓமலூர், சேலம். (3) கு.கிருஷ்ணமூர்த்தி, பி. நல்லாகவுண்டம்பட்டி, நல்லகவுண்டம்பட்டி, ஓமலூர், சேலம். <box>1146 385 1490 443</box>
entry-text: (1) ப.ஆகாஷ், முனியப்பன் கோவில் வட்டம், பிநல்லாகவுண்டம்பட்டி, ஓமலூர், சேலம். (2) துளசிமோகு, 2/227, 2/129 புதிய ஆதிதிராவிடர் தெரு, செல்லபிள்ளைகுட்டை, ஓமலூர், சேலம். (3) ஏ.ராகுல்ராஜ், புது குடியிருப்பு, பிநல்லாகவுண்டம்பட்டி, ஓமலூர், சேலம். <box>1146 253 1490 326</box>
entry-label: அமைப்பாளர் : <box>53 246 136 259</box>
part-number: பாகம் – 15 <box>782 523 836 535</box>
deputy-organizers-entry <box>418 546 761 607</box>
deputy-organizers-entry <box>1146 1598 1490 1674</box>
entry-label: அமைப்பாளர் : <box>418 643 503 655</box>
entry-label: அமைப்பாளர் : <box>418 1376 506 1388</box>
organizer-entry <box>1146 1119 1490 1149</box>
entry-label: அமைப்பாளர் : <box>1146 1857 1221 1869</box>
entry-text: க.வினோத்குமார், செல்லபிள்ளைகுட்டை, ஓமலூர், சேலம். <box>1146 1003 1490 1031</box>
entry-text: (1) வெ.சங்கர், 309–ஜி, தாமரை நகர், வெள்ளக்கல்பட்டி, செட்டிசாவடி, ஓமலூர், சேலம். (2) ந.தேவேந்திரன், தாமரை நகர், வெள்ளக்கல்பட்டி, செட்டிசாவடி, ஓமலூர், சேலம். (3) ந.ராகுல், தாமரை நகர், வெள்ளக்கல்பட்டி, செட்டிசாவடி, ஓமலூர், சேலம். <box>53 1570 397 1643</box>
branch-heading: குடித்தெரு த.வீ.வ.வா.குடியிருப்பு கிளை <box>106 370 344 384</box>
